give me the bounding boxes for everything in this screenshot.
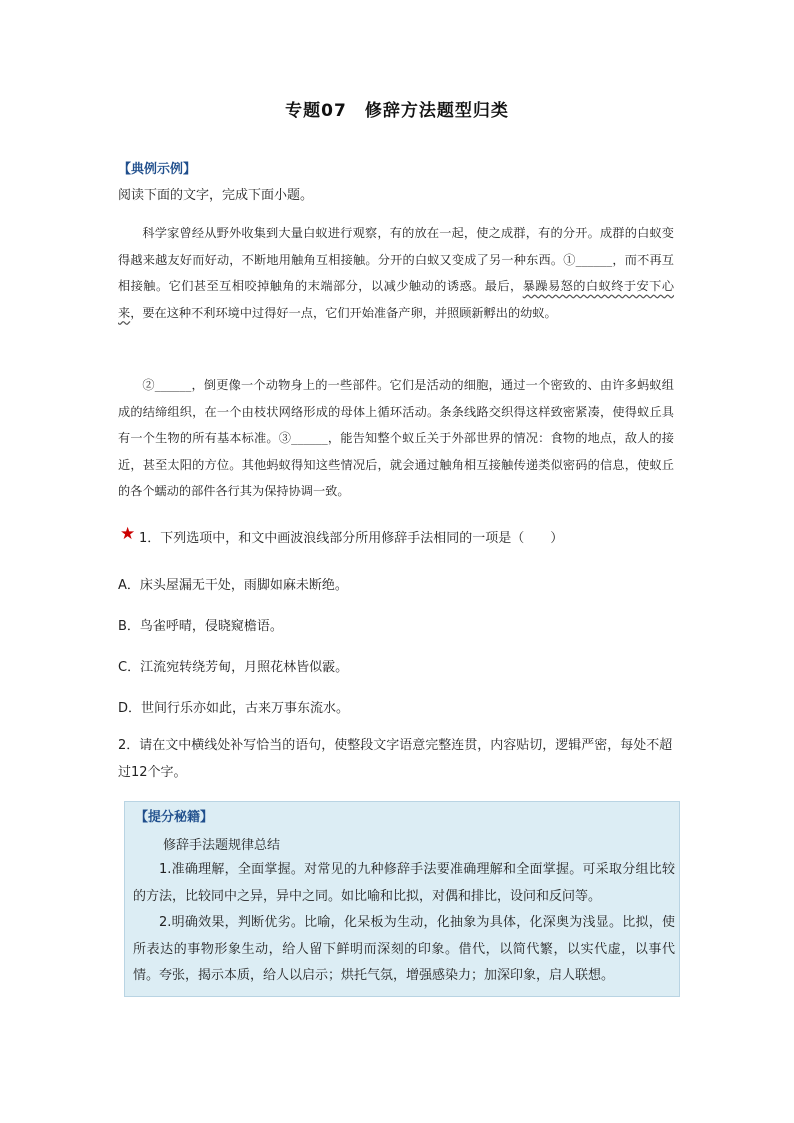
- tips-subtitle: 修辞手法题规律总结: [163, 838, 281, 853]
- passage-p1-after: ，要在这种不利环境中过得好一点，它们开始准备产卵，并照顾新孵出的幼蚁。: [130, 305, 557, 320]
- reading-instruction: 阅读下面的文字，完成下面小题。: [118, 188, 314, 203]
- question-2-stem: 2．请在文中横线处补写恰当的语句，使整段文字语意完整连贯，内容贴切，逻辑严密，每处不超过12个字。: [118, 738, 673, 780]
- tips-box: [124, 801, 680, 997]
- passage-paragraph-1: [118, 220, 674, 326]
- tips-point-2: 2.明确效果，判断优劣。比喻，化呆板为生动，化抽象为具体，化深奥为浅显。比拟，使所表达的事物形象生动，给人留下鲜明而深刻的印象。借代，以简代繁，以实代虚，以事代情。夸张，揭示本质，给人以启示；烘托气氛，增强感染力；加深印象，启人联想。: [133, 915, 675, 983]
- section-tag-examples: 【典例示例】: [118, 162, 197, 177]
- tips-point-1: 1.准确理解，全面掌握。对常见的九种修辞手法要准确理解和全面掌握。可采取分组比较的方法，比较同中之异，异中之同。如比喻和比拟，对偶和排比，设问和反问等。: [133, 862, 675, 904]
- question-1-stem: 1．下列选项中，和文中画波浪线部分所用修辞手法相同的一项是（ ）: [139, 531, 564, 546]
- page-title: 专题07 修辞方法题型归类: [285, 101, 509, 121]
- wavy-underlined-phrase: 暴躁易怒的白蚁终于安下心来: [118, 279, 675, 320]
- star-icon: ★: [120, 524, 136, 544]
- option-d: D．世间行乐亦如此，古来万事东流水。: [118, 701, 350, 716]
- section-tag-tips: 【提分秘籍】: [135, 810, 214, 825]
- passage-paragraph-2: ②______，倒更像一个动物身上的一些部件。它们是活动的细胞，通过一个密致的、由许多蚂蚁组成的结缔组织，在一个由枝状网络形成的母体上循环活动。条条线路交织得这样致密紧凑，使得蚁丘具有一个生物的所有基本标准。③______，能告知整个蚁丘关于外部世界的情况：食物的地点，敌人的接近，甚至太阳的方位。其他蚂蚁得知这些情况后，就会通过触角相互接触传递类似密码的信息，使蚁丘的各个蠕动的部件各行其为保持协调一致。: [118, 378, 674, 498]
- option-a: A．床头屋漏无干处，雨脚如麻未断绝。: [118, 578, 348, 593]
- option-c: C．江流宛转绕芳甸，月照花林皆似霰。: [118, 660, 349, 675]
- option-b: B．鸟雀呼晴，侵晓窥檐语。: [118, 619, 283, 634]
- passage-p1-before: 科学家曾经从野外收集到大量白蚁进行观察，有的放在一起，使之成群，有的分开。成群的白蚁变得越来越友好而好动，不断地用触角互相接触。分开的白蚁又变成了另一种东西。①______，而不再互相接触。它们甚至互相咬掉触角的末端部分，以减少触动的诱惑。最后，: [118, 226, 674, 293]
